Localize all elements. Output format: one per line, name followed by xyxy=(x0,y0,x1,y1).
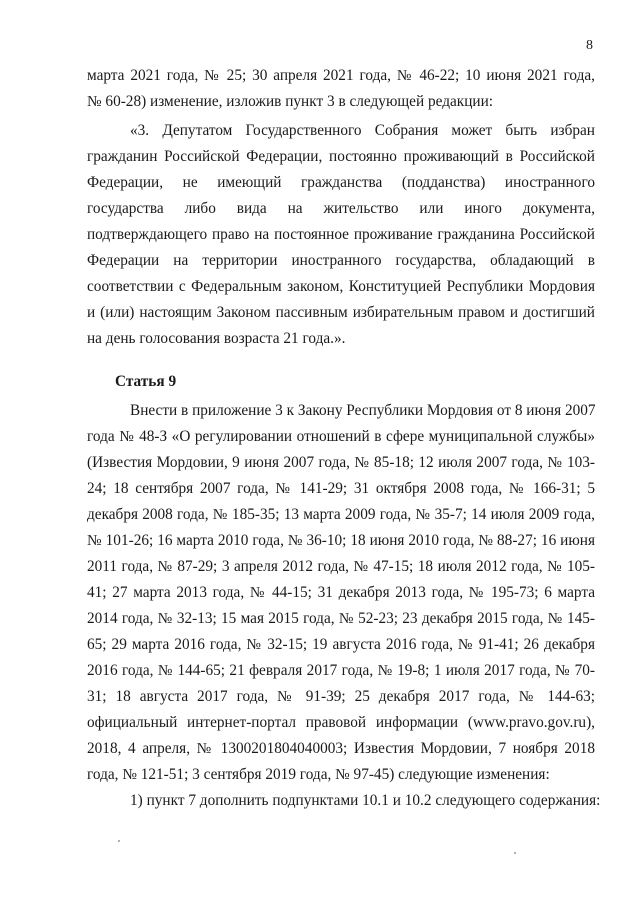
text-line: «3. Депутатом Государственного Собрания может быть избран xyxy=(130,122,595,139)
text-line: и (или) настоящим Законом пассивным избирательным правом и достигший xyxy=(87,304,595,321)
text-line: подтверждающего право на постоянное проживание гражданина Российской xyxy=(87,226,595,243)
text-line: Внести в приложение 3 к Закону Республики Мордовия от 8 июня 2007 xyxy=(130,402,596,419)
text-line: Федерации, не имеющий гражданства (подданства) иностранного xyxy=(87,174,595,191)
article-body-paragraph xyxy=(87,398,595,788)
text-line: официальный интернет-портал правовой информации (www.pravo.gov.ru), xyxy=(87,714,595,731)
text-line: соответствии с Федеральным законом, Конституцией Республики Мордовия xyxy=(87,278,595,295)
text-line: года № 48-З «О регулировании отношений в сфере муниципальной службы» xyxy=(87,428,595,445)
scan-speck xyxy=(514,852,516,854)
article-heading: Статья 9 xyxy=(115,373,177,390)
list-item-paragraph xyxy=(87,788,601,814)
scan-speck xyxy=(118,840,120,842)
text-line: года, № 121-51; 3 сентября 2019 года, № 97-45) следующие изменения: xyxy=(87,766,550,783)
document-body xyxy=(87,63,601,814)
text-line: на день голосования возраста 21 года.». xyxy=(87,330,346,347)
text-line: 24; 18 сентября 2007 года, № 141-29; 31 октября 2008 года, № 166-31; 5 xyxy=(87,480,595,497)
text-line: гражданин Российской Федерации, постоянно проживающий в Российской xyxy=(87,148,595,165)
text-line: 2018, 4 апреля, № 1300201804040003; Известия Мордовии, 7 ноября 2018 xyxy=(87,740,595,757)
text-line: декабря 2008 года, № 185-35; 13 марта 2009 года, № 35-7; 14 июля 2009 года, xyxy=(87,506,595,523)
continuation-paragraph xyxy=(87,63,595,115)
text-line: 2016 года, № 144-65; 21 февраля 2017 года, № 19-8; 1 июля 2017 года, № 70- xyxy=(87,662,595,679)
text-line: № 101-26; 16 марта 2010 года, № 36-10; 18 июня 2010 года, № 88-27; 16 июня xyxy=(87,532,595,549)
text-line: 2014 года, № 32-13; 15 мая 2015 года, № 52-23; 23 декабря 2015 года, № 145- xyxy=(87,610,595,627)
text-line: (Известия Мордовии, 9 июня 2007 года, № 85-18; 12 июля 2007 года, № 103- xyxy=(87,454,595,471)
quoted-paragraph xyxy=(87,118,595,352)
text-line: № 60-28) изменение, изложив пункт 3 в следующей редакции: xyxy=(87,93,494,110)
page-number: 8 xyxy=(586,38,593,53)
text-line: 41; 27 марта 2013 года, № 44-15; 31 декабря 2013 года, № 195-73; 6 марта xyxy=(87,584,595,601)
text-line: 2011 года, № 87-29; 3 апреля 2012 года, № 47-15; 18 июля 2012 года, № 105- xyxy=(87,558,595,575)
text-line: 31; 18 августа 2017 года, № 91-39; 25 декабря 2017 года, № 144-63; xyxy=(87,688,595,705)
text-line: марта 2021 года, № 25; 30 апреля 2021 года, № 46-22; 10 июня 2021 года, xyxy=(87,67,595,84)
text-line: 65; 29 марта 2016 года, № 32-15; 19 августа 2016 года, № 91-41; 26 декабря xyxy=(87,636,595,653)
text-line: Федерации на территории иностранного государства, обладающий в xyxy=(87,252,595,269)
text-line: государства либо вида на жительство или иного документа, xyxy=(87,200,595,217)
text-line: 1) пункт 7 дополнить подпунктами 10.1 и 10.2 следующего содержания: xyxy=(130,792,601,809)
